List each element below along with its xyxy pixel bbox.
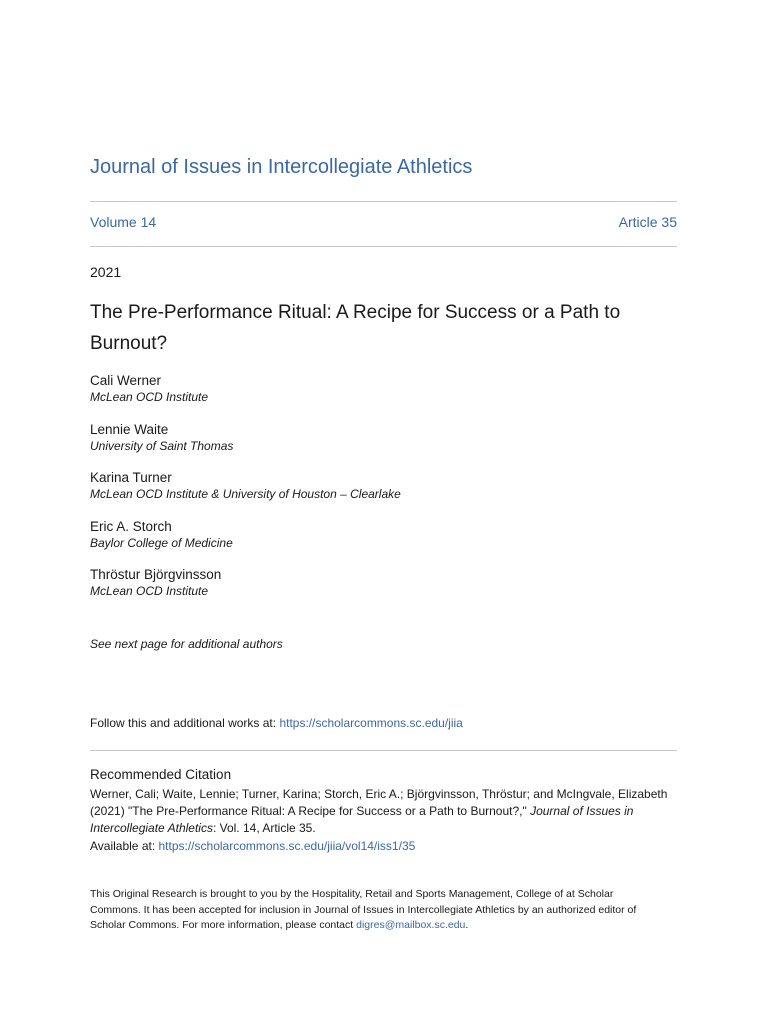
- author-entry: [90, 519, 677, 568]
- footer-notice: [90, 887, 665, 934]
- author-affiliation: McLean OCD Institute: [90, 584, 209, 598]
- author-affiliation: McLean OCD Institute: [90, 390, 209, 404]
- volume-link[interactable]: Volume 14: [90, 214, 157, 230]
- author-name: Karina Turner: [90, 470, 172, 485]
- citation-journal-name: Journal of Issues in Intercollegiate Athletics: [90, 804, 634, 836]
- citation-text: [90, 786, 682, 855]
- author-entry: [90, 373, 677, 422]
- citation-url-link[interactable]: https://scholarcommons.sc.edu/jiia/vol14/iss1/35: [158, 838, 416, 853]
- footer-end: .: [465, 919, 469, 931]
- volume-article-row: [90, 214, 677, 230]
- divider-top: [90, 201, 677, 202]
- author-affiliation: University of Saint Thomas: [90, 438, 234, 453]
- citation-volume: : Vol. 14, Article 35.: [212, 821, 316, 836]
- additional-authors-note: See next page for additional authors: [90, 637, 283, 651]
- contact-email-link[interactable]: digres@mailbox.sc.edu: [356, 919, 466, 931]
- recommended-citation-heading: Recommended Citation: [90, 767, 232, 782]
- author-entry: [90, 422, 677, 471]
- follow-url-link[interactable]: https://scholarcommons.sc.edu/jiia: [279, 716, 463, 730]
- publication-year: 2021: [90, 264, 122, 280]
- author-name: Eric A. Storch: [90, 518, 172, 534]
- author-list: [90, 373, 677, 616]
- author-entry: [90, 567, 677, 616]
- author-entry: [90, 470, 677, 519]
- divider-volume: [90, 246, 677, 247]
- journal-title-link[interactable]: Journal of Issues in Intercollegiate Athletics: [90, 156, 473, 178]
- citation-authors-title: Werner, Cali; Waite, Lennie; Turner, Karina; Storch, Eric A.; Björgvinsson, Thröstur; and McIngvale, Elizabeth (2021) "The Pre-Performance Ritual: A Recipe for Success or a Path to Burnout?,": [90, 787, 668, 819]
- author-name: Cali Werner: [90, 373, 162, 388]
- article-number-link[interactable]: Article 35: [618, 214, 677, 230]
- footer-text: This Original Research is brought to you by the Hospitality, Retail and Sports Management, College of at Scholar Commons. It has been accepted for inclusion in Journal of Issues in Intercollegiate Athletics by an authorized editor of Scholar Commons. For more information, please contact: [90, 888, 637, 931]
- divider-citation: [90, 750, 677, 751]
- follow-line: [90, 716, 463, 730]
- article-title: The Pre-Performance Ritual: A Recipe for Success or a Path to Burnout?: [90, 302, 621, 354]
- follow-text: Follow this and additional works at:: [90, 716, 280, 730]
- available-at-label: Available at:: [90, 838, 159, 853]
- author-affiliation: McLean OCD Institute & University of Houston – Clearlake: [90, 487, 401, 501]
- author-name: Lennie Waite: [90, 421, 169, 437]
- author-name: Thröstur Björgvinsson: [90, 567, 222, 582]
- author-affiliation: Baylor College of Medicine: [90, 535, 233, 550]
